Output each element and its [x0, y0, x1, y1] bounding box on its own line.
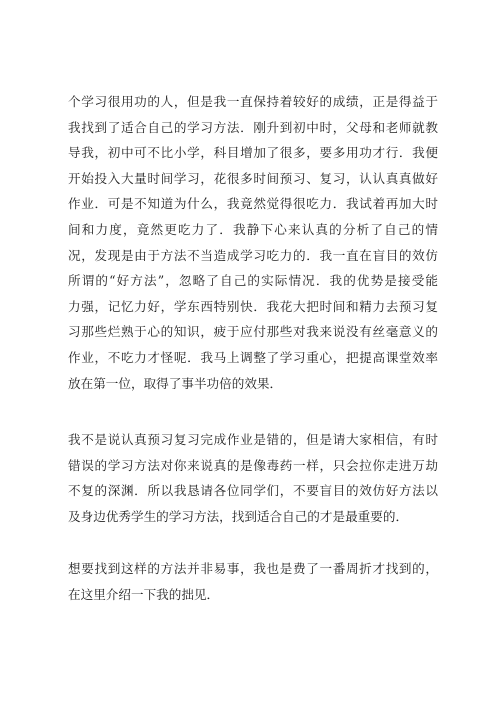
text-line: 想要找到这样的方法并非易事，我也是费了一番周折才找到的， — [68, 561, 438, 576]
text-line: 间和力度，竟然更吃力了．我静下心来认真的分析了自己的情 — [68, 221, 438, 237]
text-line: 力强，记忆力好，学东西特别快．我花大把时间和精力去预习复 — [68, 298, 438, 314]
text-line: 及身边优秀学生的学习方法，找到适合自己的才是最重要的． — [68, 508, 409, 524]
text-line: 放在第一位，取得了事半功倍的效果． — [68, 375, 283, 391]
text-line: 开始投入大量时间学习，花很多时间预习、复习，认认真真做好 — [68, 170, 438, 186]
text-line: 习那些烂熟于心的知识，疲于应付那些对我来说没有丝毫意义的 — [68, 324, 438, 340]
text-line: 作业．可是不知道为什么，我竟然觉得很吃力．我试着再加大时 — [68, 196, 438, 212]
text-line: 所谓的“好方法”，忽略了自己的实际情况．我的优势是接受能 — [68, 273, 438, 289]
text-line: 个学习很用功的人，但是我一直保持着较好的成绩，正是得益于 — [68, 94, 438, 109]
text-line: 错误的学习方法对你来说真的是像毒药一样，只会拉你走进万劫 — [68, 457, 438, 473]
paragraph-2 — [68, 427, 438, 529]
text-line: 况，发现是由于方法不当造成学习吃力的．我一直在盲目的效仿 — [68, 247, 438, 263]
text-line: 在这里介绍一下我的拙见． — [68, 586, 220, 602]
text-line: 不复的深渊．所以我恳请各位同学们，不要盲目的效仿好方法以 — [68, 483, 438, 499]
paragraph-3 — [68, 556, 438, 607]
paragraph-1 — [68, 89, 438, 396]
text-line: 导我，初中可不比小学，科目增加了很多，要多用功才行．我便 — [68, 145, 438, 161]
text-line: 我找到了适合自己的学习方法．刚升到初中时，父母和老师就教 — [68, 119, 438, 135]
text-line: 我不是说认真预习复习完成作业是错的，但是请大家相信，有时 — [68, 432, 438, 447]
text-line: 作业，不吃力才怪呢．我马上调整了学习重心，把提高课堂效率 — [68, 349, 438, 365]
